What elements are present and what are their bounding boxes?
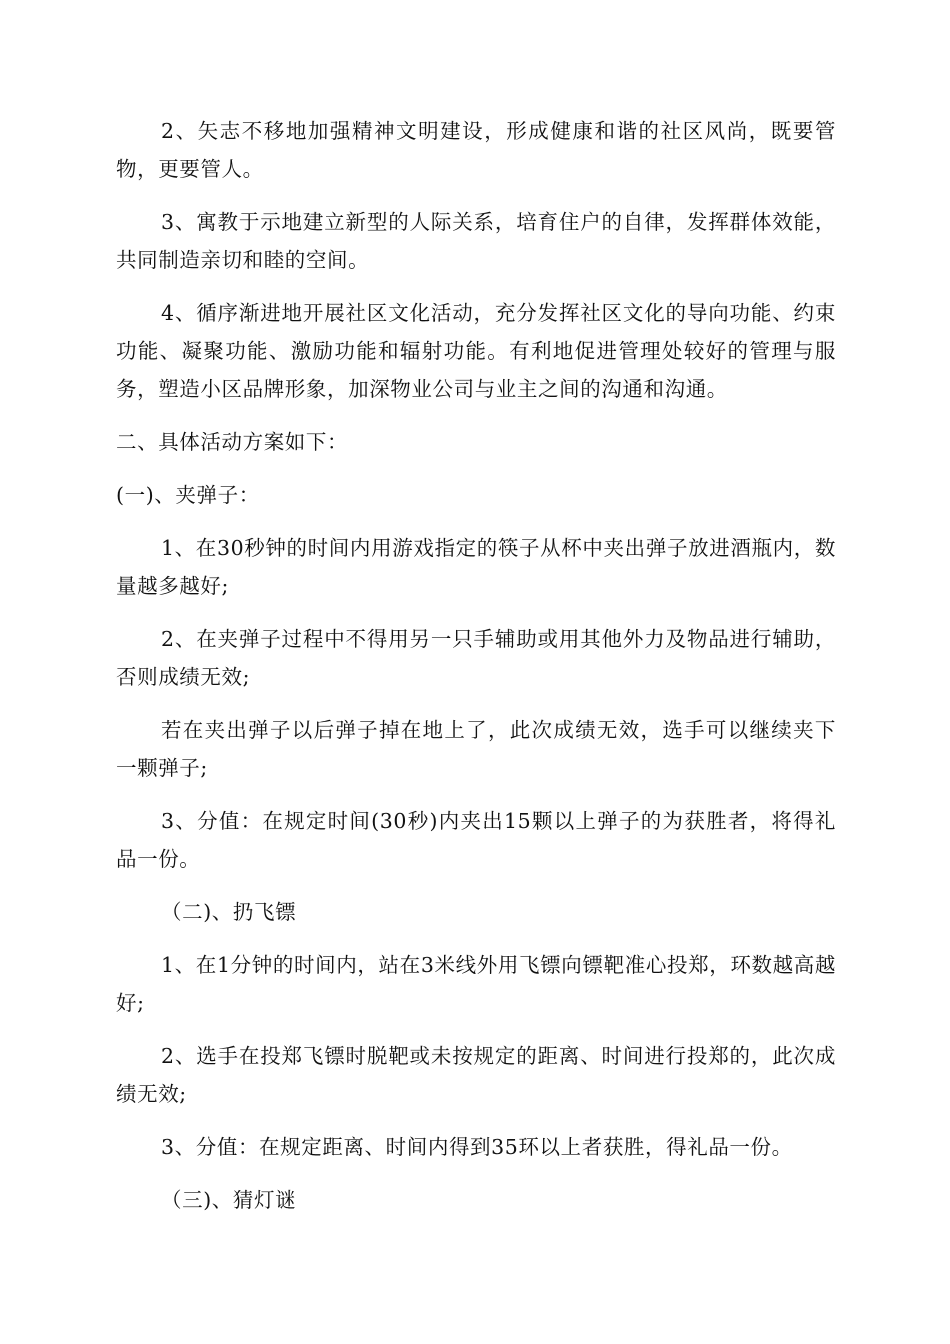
paragraph-marbles-score: 3、分值：在规定时间(30秒)内夹出15颗以上弹子的为获胜者，将得礼品一份。 xyxy=(116,809,836,871)
paragraph-darts-score: 3、分值：在规定距离、时间内得到35环以上者获胜，得礼品一份。 xyxy=(161,1135,793,1159)
paragraph-goal-2: 2、矢志不移地加强精神文明建设，形成健康和谐的社区风尚，既要管物，更要管人。 xyxy=(116,119,836,181)
paragraph-darts-rule-2: 2、选手在投郑飞镖时脱靶或未按规定的距离、时间进行投郑的，此次成绩无效; xyxy=(116,1044,836,1106)
section-heading-activity-plan: 二、具体活动方案如下： xyxy=(116,430,349,454)
subsection-heading-marbles: (一)、夹弹子： xyxy=(116,483,260,507)
paragraph-marbles-note: 若在夹出弹子以后弹子掉在地上了，此次成绩无效，选手可以继续夹下一颗弹子; xyxy=(116,718,836,780)
paragraph-marbles-rule-2: 2、在夹弹子过程中不得用另一只手辅助或用其他外力及物品进行辅助，否则成绩无效; xyxy=(116,627,836,689)
document-body xyxy=(116,112,836,1219)
paragraph-goal-3: 3、寓教于示地建立新型的人际关系，培育住户的自律，发挥群体效能，共同制造亲切和睦的空间。 xyxy=(116,210,836,272)
paragraph-darts-rule-1: 1、在1分钟的时间内，站在3米线外用飞镖向镖靶准心投郑，环数越高越好; xyxy=(116,953,836,1015)
paragraph-marbles-rule-1: 1、在30秒钟的时间内用游戏指定的筷子从杯中夹出弹子放进酒瓶内，数量越多越好; xyxy=(116,536,836,598)
paragraph-goal-4: 4、循序渐进地开展社区文化活动，充分发挥社区文化的导向功能、约束功能、凝聚功能、激励功能和辐射功能。有利地促进管理处较好的管理与服务，塑造小区品牌形象，加深物业公司与业主之间的沟通和沟通。 xyxy=(116,301,836,401)
subsection-heading-darts: （二)、扔飞镖 xyxy=(161,900,297,924)
subsection-heading-riddles: （三)、猜灯谜 xyxy=(161,1188,297,1212)
